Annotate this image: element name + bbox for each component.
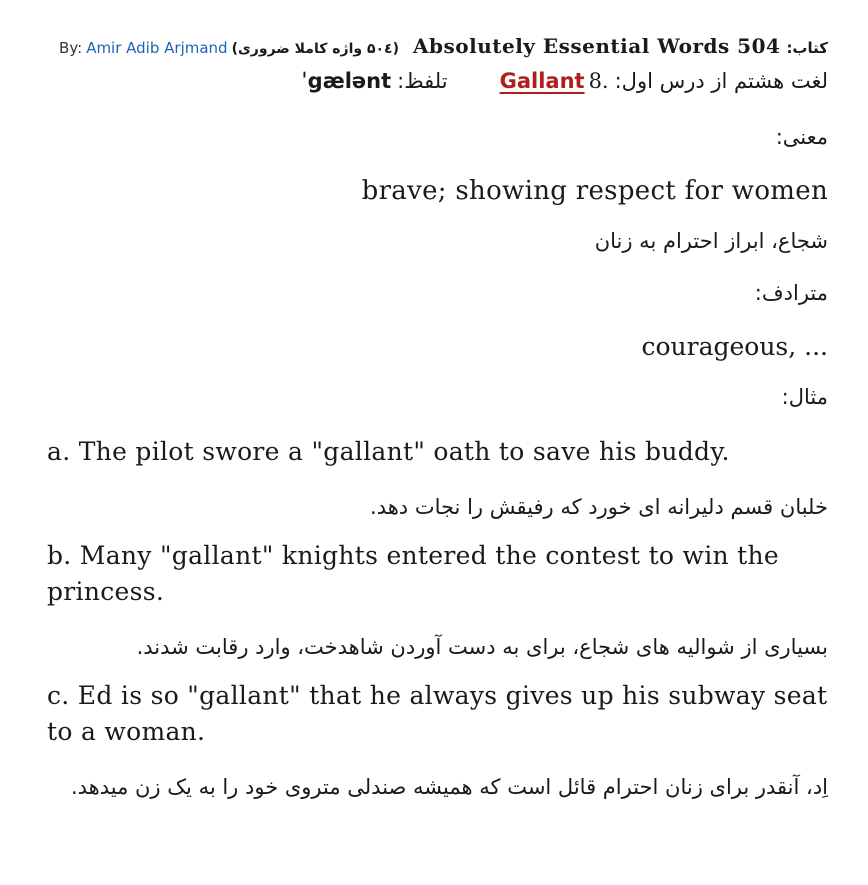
example-english: c. Ed is so "gallant" that he always gives up his subway seat to a woman.	[47, 681, 828, 746]
example-persian: خلبان قسم دلیرانه ای خورد که رفیقش را نجات دهد.	[370, 495, 828, 519]
synonyms-label: مترادف:	[754, 281, 828, 305]
example-c	[47, 678, 828, 808]
example-english: a. The pilot swore a "gallant" oath to save his buddy.	[47, 437, 730, 466]
word-intro: لغت هشتم از درس اول:	[614, 69, 828, 93]
examples-label: مثال:	[781, 385, 828, 409]
meaning-english: brave; showing respect for women	[361, 176, 828, 206]
book-title: Absolutely Essential Words 504	[413, 34, 781, 58]
author-name: Amir Adib Arjmand	[86, 39, 228, 57]
by-label: By:	[59, 39, 83, 57]
book-title-persian: (۵۰٤ واژه کاملا ضروری)	[231, 41, 399, 57]
word-heading	[47, 66, 828, 122]
book-label: کتاب:	[786, 39, 828, 57]
lesson-page	[47, 34, 828, 818]
example-persian: اِد، آنقدر برای زنان احترام قائل است که همیشه صندلی متروی خود را به یک زن میدهد.	[70, 775, 828, 799]
example-b	[47, 538, 828, 668]
meaning-label: معنی:	[775, 125, 828, 149]
document-header	[59, 34, 828, 66]
example-persian: بسیاری از شوالیه های شجاع، برای به دست آوردن شاهدخت، وارد رقابت شدند.	[136, 635, 828, 659]
pronunciation-label: تلفظ:	[397, 69, 448, 93]
word-number: 8.	[588, 69, 609, 93]
vocabulary-word: Gallant	[499, 69, 585, 93]
meaning-persian: شجاع، ابراز احترام به زنان	[594, 229, 828, 253]
example-english: b. Many "gallant" knights entered the contest to win the princess.	[47, 541, 780, 606]
pronunciation: ˈgælənt	[301, 69, 392, 93]
example-a	[47, 434, 828, 528]
synonyms-text: courageous, ...	[641, 332, 828, 361]
